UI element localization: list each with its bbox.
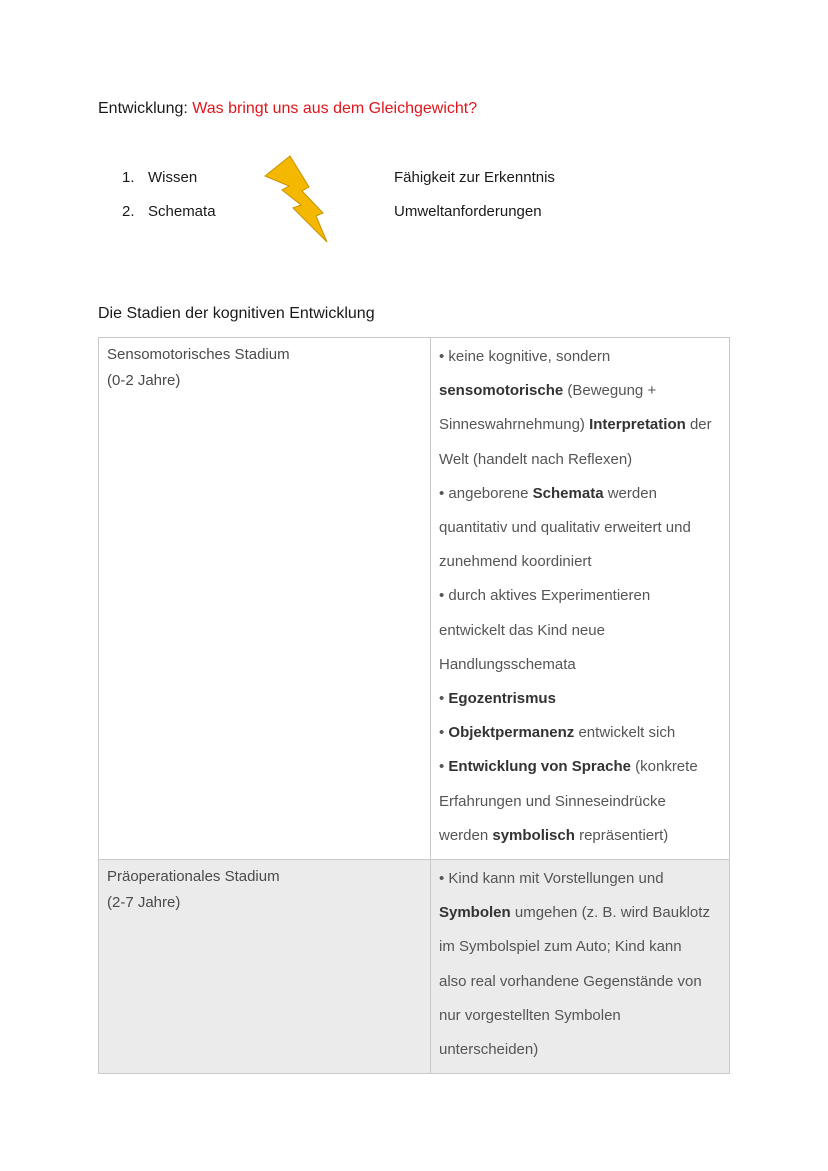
text-segment: nur vorgestellten Symbolen — [439, 1006, 621, 1024]
list-item — [122, 169, 216, 203]
description-line — [439, 716, 721, 750]
description-line — [439, 862, 721, 896]
text-segment: entwickelt sich — [574, 724, 676, 742]
text-segment: unterscheiden) — [439, 1041, 539, 1059]
heading-highlight: Was bringt uns aus dem Gleichgewicht? — [192, 100, 478, 117]
text-segment: repräsentiert) — [574, 826, 669, 844]
heading-prefix: Entwicklung: — [98, 100, 193, 117]
description-line — [439, 785, 721, 819]
description-line — [439, 896, 721, 930]
text-segment: • — [439, 724, 449, 742]
description-line — [439, 682, 721, 716]
text-segment: der — [685, 416, 712, 434]
text-segment: also real vorhandene Gegenstände von — [439, 972, 702, 990]
text-segment: werden — [439, 826, 493, 844]
page-heading — [98, 99, 477, 119]
list-number: 2. — [122, 203, 135, 220]
description-line — [439, 750, 721, 784]
text-segment: • — [439, 758, 449, 776]
description-line — [439, 408, 721, 442]
numbered-list — [122, 169, 216, 237]
table-row — [99, 860, 730, 1074]
stages-table — [98, 337, 730, 1074]
list-text: Schemata — [148, 203, 216, 220]
description-line — [439, 930, 721, 964]
list-item: Umweltanforderungen — [394, 203, 542, 220]
text-segment: Sinneswahrnehmung) — [439, 416, 590, 434]
text-segment: entwickelt das Kind neue — [439, 621, 605, 639]
bold-term: sensomotorische — [439, 382, 564, 400]
lightning-bolt-icon — [263, 154, 329, 244]
table-row — [99, 338, 730, 860]
description-line — [439, 374, 721, 408]
text-segment: Welt (handelt nach Reflexen) — [439, 450, 633, 468]
stage-cell — [99, 860, 431, 1074]
text-segment: • — [439, 690, 449, 708]
text-segment: im Symbolspiel zum Auto; Kind kann — [439, 938, 682, 956]
bold-term: Interpretation — [589, 416, 686, 434]
section-title: Die Stadien der kognitiven Entwicklung — [98, 305, 375, 322]
text-segment: (konkrete — [630, 758, 698, 776]
text-segment: werden — [603, 484, 657, 502]
description-line — [439, 511, 721, 545]
text-segment: quantitativ und qualitativ erweitert und — [439, 519, 691, 537]
stage-age: (2-7 Jahre) — [107, 894, 181, 912]
description-line — [439, 965, 721, 999]
list-item — [122, 203, 216, 237]
text-segment: • keine kognitive, sondern — [439, 348, 611, 365]
bold-term: Schemata — [532, 484, 604, 502]
text-segment: (Bewegung + — [563, 382, 657, 400]
description-line — [439, 999, 721, 1033]
description-line — [439, 545, 721, 579]
description-line — [439, 477, 721, 511]
list-text: Wissen — [148, 169, 198, 186]
bold-term: Egozentrismus — [448, 690, 556, 708]
description-line — [439, 614, 721, 648]
text-segment: • durch aktives Experimentieren — [439, 587, 651, 605]
description-line — [439, 443, 721, 477]
description-line — [439, 579, 721, 613]
text-segment: • Kind kann mit Vorstellungen und — [439, 870, 664, 888]
description-line — [439, 819, 721, 853]
description-line — [439, 648, 721, 682]
bold-term: Objektpermanenz — [448, 724, 575, 742]
bold-term: symbolisch — [492, 826, 575, 844]
text-segment: Erfahrungen und Sinneseindrücke — [439, 792, 666, 810]
bold-term: Entwicklung von Sprache — [448, 758, 631, 776]
stage-name: Sensomotorisches Stadium — [107, 346, 290, 363]
description-line — [439, 340, 721, 374]
text-segment: Handlungsschemata — [439, 655, 576, 673]
description-cell — [431, 860, 730, 1074]
right-column-list — [394, 169, 555, 237]
text-segment: zunehmend koordiniert — [439, 553, 592, 571]
bold-term: Symbolen — [439, 904, 511, 922]
stage-name: Präoperationales Stadium — [107, 868, 280, 886]
stage-age: (0-2 Jahre) — [107, 372, 181, 389]
list-item: Fähigkeit zur Erkenntnis — [394, 169, 555, 186]
list-number: 1. — [122, 169, 135, 186]
text-segment: umgehen (z. B. wird Bauklotz — [510, 904, 710, 922]
description-line — [439, 1033, 721, 1067]
description-cell — [431, 338, 730, 860]
stage-cell — [99, 338, 431, 860]
text-segment: • angeborene — [439, 484, 533, 502]
